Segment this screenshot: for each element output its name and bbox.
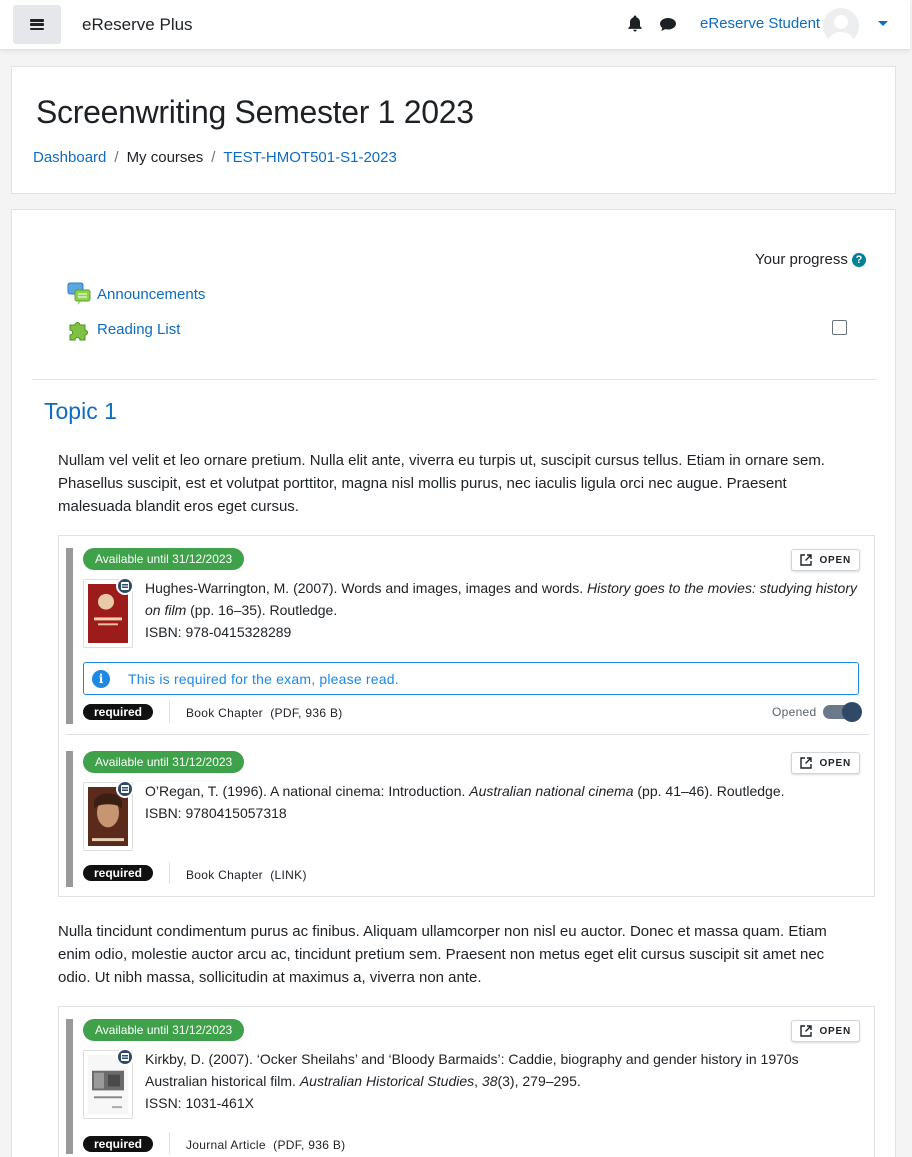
required-badge: required (83, 704, 153, 720)
item-status-bar (66, 751, 73, 887)
citation-source-title: Australian national cinema (469, 783, 634, 799)
citation-text: O’Regan, T. (1996). A national cinema: Introduction. (145, 783, 470, 799)
citation (145, 780, 865, 824)
reading-list-block (58, 535, 875, 897)
section-divider (32, 379, 876, 380)
citation-pages: (pp. 41–46). Routledge. (633, 783, 785, 799)
meta-separator (169, 1132, 170, 1154)
required-badge: required (83, 1136, 153, 1152)
course-content (11, 209, 896, 1157)
document-icon (116, 577, 134, 595)
external-link-icon (800, 554, 812, 566)
citation-isbn: ISBN: 978-0415328289 (145, 624, 292, 640)
breadcrumb-my-courses: My courses (126, 149, 204, 166)
citation-source-title: Australian Historical Studies (299, 1073, 475, 1089)
item-status-bar (66, 1019, 73, 1154)
open-button[interactable] (791, 549, 860, 571)
item-status-bar (66, 548, 73, 724)
citation (145, 577, 865, 643)
item-format: (PDF, 936 B) (270, 706, 343, 720)
citation-pages: (pp. 16–35). Routledge. (186, 602, 338, 618)
menu-toggle-button[interactable] (13, 5, 61, 44)
notice-text: This is required for the exam, please read. (128, 670, 399, 687)
item-format: (PDF, 936 B) (273, 1138, 346, 1152)
help-icon[interactable]: ? (852, 253, 866, 267)
opened-toggle[interactable] (823, 705, 860, 719)
external-link-icon (800, 1025, 812, 1037)
document-icon (116, 1048, 134, 1066)
completion-checkbox[interactable] (832, 320, 847, 335)
reading-list-block (58, 1006, 875, 1157)
item-divider (66, 734, 869, 735)
item-type: Journal Article (186, 1138, 266, 1152)
bell-icon[interactable] (627, 15, 643, 32)
reading-item (66, 548, 869, 724)
user-silhouette-icon (823, 8, 859, 44)
toggle-knob (842, 702, 862, 722)
activity-announcements[interactable] (67, 282, 205, 306)
progress-label: Your progress (755, 251, 848, 268)
reading-item (66, 1019, 869, 1154)
activity-reading-list-label[interactable]: Reading List (97, 320, 181, 338)
document-icon (116, 780, 134, 798)
info-notice (83, 662, 859, 695)
breadcrumb-separator: / (114, 149, 119, 166)
activity-announcements-label[interactable]: Announcements (97, 285, 206, 303)
citation-issn: ISSN: 1031-461X (145, 1095, 254, 1111)
item-type: Book Chapter (186, 868, 263, 882)
topic-summary-2: Nulla tincidunt condimentum purus ac finibus. Aliquam ullamcorper non nisl eu auctor. Donec et massa quam. Etiam enim odio, molestie auctor arcu ac, tincidunt pretium sem. Praesent non metus eget elit cursus suscipit sit amet nec odio. Ut nibh massa, sollicitudin at maximus a, viverra non ante. (58, 923, 827, 986)
citation: Kirkby, D. (2007). ‘Ocker Sheilahs’ and ‘Bloody Barmaids’: Caddie, biography and gender history in 1970s Australian historical film. Australian Historical Studies, 38(3), 279–295. ISSN: 1031-461X (145, 1051, 799, 1111)
citation-volume: 38 (481, 1073, 498, 1089)
top-navbar (0, 0, 910, 50)
open-button-label: OPEN (819, 554, 851, 566)
caret-down-icon[interactable] (878, 21, 888, 26)
breadcrumb-separator: / (211, 149, 216, 166)
meta-separator (169, 701, 170, 723)
opened-label: Opened (772, 705, 817, 719)
item-meta (186, 1138, 345, 1152)
breadcrumb-course[interactable]: TEST-HMOT501-S1-2023 (223, 149, 397, 166)
availability-badge: Available until 31/12/2023 (83, 1019, 244, 1041)
required-badge: required (83, 865, 153, 881)
item-meta (186, 868, 307, 882)
forum-icon (67, 282, 91, 306)
topic-summary-1: Nullam vel velit et leo ornare pretium. Nulla elit ante, viverra eu turpis ut, suscipit cursus tellus. Etiam in ornare sem. Phasellus suscipit, est et volutpat porttitor, magna nisl mollis purus, nec iaculis ligula orci nec augue. Praesent malesuada blandit eros eget cursus. (58, 452, 825, 515)
citation-isbn: ISBN: 9780415057318 (145, 805, 287, 821)
citation-source-title: History goes to the movies: studying history on film (145, 580, 857, 618)
citation-text: Kirkby, D. (2007). ‘Ocker Sheilahs’ and ‘Bloody Barmaids’: Caddie, biography and gender history in 1970s Australian historical film. (145, 1051, 799, 1089)
info-icon: i (92, 670, 110, 688)
open-button-label: OPEN (819, 757, 851, 769)
page-title: Screenwriting Semester 1 2023 (36, 94, 474, 130)
avatar[interactable] (823, 8, 859, 44)
availability-badge: Available until 31/12/2023 (83, 548, 244, 570)
open-button[interactable] (791, 752, 860, 774)
external-link-icon (800, 757, 812, 769)
reading-item (66, 751, 869, 887)
page-header (11, 66, 896, 194)
user-menu-name[interactable]: eReserve Student (700, 15, 821, 32)
open-button[interactable] (791, 1020, 860, 1042)
item-type: Book Chapter (186, 706, 263, 720)
site-brand[interactable]: eReserve Plus (82, 15, 193, 34)
breadcrumb-dashboard[interactable]: Dashboard (33, 149, 107, 166)
chat-icon[interactable] (659, 17, 677, 32)
item-meta (186, 706, 343, 720)
open-button-label: OPEN (819, 1025, 851, 1037)
topic-title[interactable]: Topic 1 (44, 398, 117, 424)
puzzle-icon (67, 317, 91, 341)
item-format: (LINK) (270, 868, 307, 882)
availability-badge: Available until 31/12/2023 (83, 751, 244, 773)
menu-icon (30, 19, 44, 30)
activity-reading-list[interactable] (67, 317, 180, 341)
citation-pages: (3), 279–295. (497, 1073, 581, 1089)
meta-separator (169, 862, 170, 884)
citation-text: Hughes-Warrington, M. (2007). Words and images, images and words. (145, 580, 587, 596)
breadcrumb (33, 149, 397, 166)
